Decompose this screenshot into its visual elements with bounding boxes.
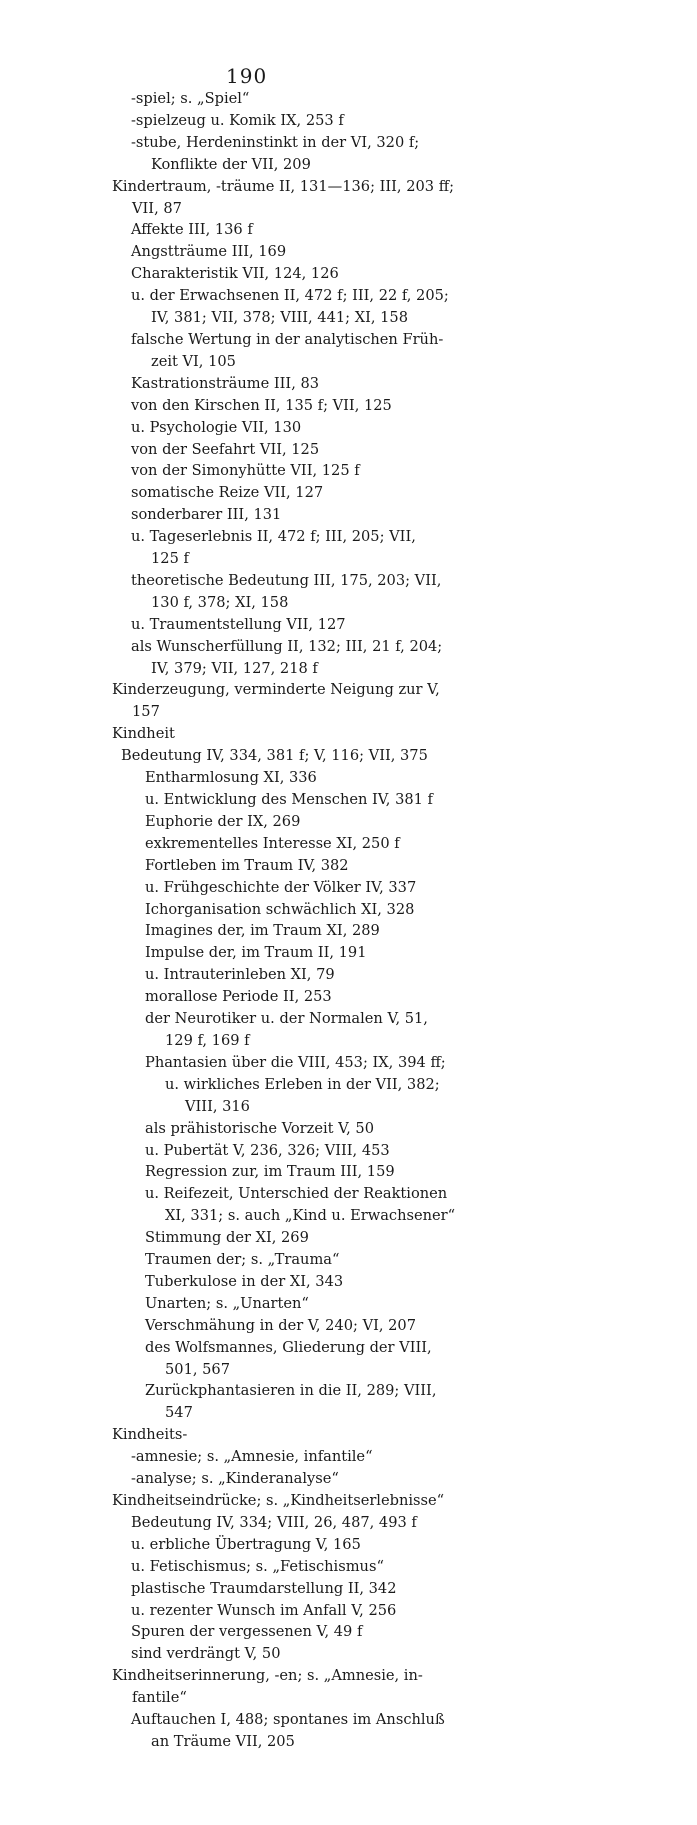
entry-text: als prähistorische Vorzeit V, 50 (145, 1119, 374, 1137)
entry-text: u. Frühgeschichte der Völker IV, 337 (145, 878, 417, 896)
index-entry (145, 1118, 673, 1140)
index-entry (145, 855, 673, 877)
entry-text: morallose Periode II, 253 (145, 988, 332, 1006)
entry-text: Regression zur, im Traum III, 159 (145, 1163, 395, 1181)
entry-text: u. wirkliches Erleben in der VII, 382; (165, 1075, 440, 1093)
index-entry (131, 395, 673, 417)
entry-continuation: 547 (165, 1404, 193, 1422)
entry-text: u. rezenter Wunsch im Anfall V, 256 (131, 1601, 397, 1619)
entry-text: Unarten; s. „Unarten“ (145, 1294, 309, 1312)
index-entry (145, 899, 673, 921)
entry-text: Affekte III, 136 f (131, 221, 253, 239)
entry-continuation: 501, 567 (165, 1360, 230, 1378)
index-entry (145, 789, 673, 811)
entry-text: plastische Traumdarstellung II, 342 (131, 1579, 397, 1597)
index-entry (145, 1161, 673, 1183)
entry-continuation: VII, 87 (132, 199, 182, 217)
entry-text: u. Fetischismus; s. „Fetischismus“ (131, 1557, 384, 1575)
entry-continuation: 157 (132, 703, 160, 721)
entry-text: u. Reifezeit, Unterschied der Reaktionen (145, 1185, 448, 1203)
entry-text: Angstträume III, 169 (131, 243, 287, 261)
index-entry (131, 329, 673, 373)
entry-text: Verschmähung in der V, 240; VI, 207 (145, 1316, 417, 1334)
entry-text: Kastrationsträume III, 83 (131, 374, 320, 392)
index-entry (131, 1468, 673, 1490)
entry-text: Imagines der, im Traum XI, 289 (145, 922, 380, 940)
index-entry (145, 877, 673, 899)
entry-text: -spiel; s. „Spiel“ (131, 90, 250, 107)
index-entry (131, 1556, 673, 1578)
entry-text: Euphorie der IX, 269 (145, 812, 301, 830)
entry-continuation: IV, 381; VII, 378; VIII, 441; XI, 158 (151, 309, 409, 327)
entry-text: u. Tageserlebnis II, 472 f; III, 205; VII, (131, 528, 416, 546)
index-entry (131, 439, 673, 461)
entry-text: u. der Erwachsenen II, 472 f; III, 22 f, 205; (131, 287, 449, 305)
index-entry (112, 1665, 672, 1709)
index-entry (112, 1490, 672, 1512)
index-column (0, 88, 697, 1753)
entry-text: -stube, Herdeninstinkt in der VI, 320 f; (131, 133, 420, 151)
entry-text: Kindertraum, -träume II, 131—136; III, 203 ff; (112, 177, 454, 195)
index-entry (131, 504, 673, 526)
entry-text: u. Entwicklung des Menschen IV, 381 f (145, 791, 433, 808)
entry-text: von der Simonyhütte VII, 125 f (131, 462, 360, 480)
entry-text: u. erbliche Übertragung V, 165 (131, 1535, 361, 1553)
index-entry (131, 636, 673, 680)
index-entry (145, 986, 673, 1008)
index-entry (131, 1512, 673, 1534)
index-entry (145, 1183, 673, 1227)
entry-text: Impulse der, im Traum II, 191 (145, 944, 367, 962)
index-entry (131, 460, 673, 482)
entry-text: Charakteristik VII, 124, 126 (131, 265, 339, 283)
entry-text: Spuren der vergessenen V, 49 f (131, 1623, 363, 1641)
index-entry (131, 1534, 673, 1556)
entry-continuation: fantile“ (132, 1689, 187, 1707)
index-entry (165, 1074, 673, 1118)
page-number: 190 (226, 64, 268, 88)
index-entry (112, 679, 672, 723)
index-entry (131, 1600, 673, 1622)
index-entry (145, 833, 673, 855)
entry-text: Kindheitseindrücke; s. „Kindheitserlebnisse“ (112, 1492, 445, 1509)
entry-text: u. Psychologie VII, 130 (131, 418, 302, 436)
entry-text: von den Kirschen II, 135 f; VII, 125 (131, 396, 392, 414)
index-entry (145, 1008, 673, 1052)
entry-text: u. Pubertät V, 236, 326; VIII, 453 (145, 1141, 390, 1159)
entry-text: sonderbarer III, 131 (131, 506, 282, 524)
entry-text: Phantasien über die VIII, 453; IX, 394 ff; (145, 1053, 446, 1071)
index-entry (145, 1315, 673, 1337)
entry-continuation: Konflikte der VII, 209 (151, 155, 311, 173)
entry-text: exkrementelles Interesse XI, 250 f (145, 834, 400, 852)
entry-text: Zurückphantasieren in die II, 289; VIII, (145, 1382, 437, 1400)
entry-continuation: 130 f, 378; XI, 158 (151, 593, 289, 611)
index-entry (131, 1621, 673, 1643)
index-entry (112, 1424, 672, 1446)
entry-continuation: IV, 379; VII, 127, 218 f (151, 659, 318, 677)
index-entry (131, 570, 673, 614)
entry-text: u. Intrauterinleben XI, 79 (145, 966, 335, 984)
index-entry (131, 1578, 673, 1600)
entry-continuation: 129 f, 169 f (165, 1031, 250, 1049)
entry-continuation: 125 f (151, 550, 189, 568)
entry-text: -amnesie; s. „Amnesie, infantile“ (131, 1448, 373, 1466)
entry-text: Ichorganisation schwächlich XI, 328 (145, 900, 415, 918)
entry-text: Entharmlosung XI, 336 (145, 769, 317, 787)
entry-text: Bedeutung IV, 334, 381 f; V, 116; VII, 375 (121, 747, 428, 765)
index-entry (131, 373, 673, 395)
index-entry (131, 1709, 673, 1753)
entry-text: von der Seefahrt VII, 125 (131, 440, 320, 458)
entry-text: des Wolfsmannes, Gliederung der VIII, (145, 1338, 432, 1356)
index-entry (131, 285, 673, 329)
index-entry (145, 920, 673, 942)
entry-text: Auftauchen I, 488; spontanes im Anschluß (131, 1711, 445, 1729)
index-entry (145, 1140, 673, 1162)
index-entry (145, 942, 673, 964)
entry-text: falsche Wertung in der analytischen Früh- (131, 330, 444, 348)
entry-text: Stimmung der XI, 269 (145, 1229, 309, 1247)
index-entry (131, 417, 673, 439)
entry-text: als Wunscherfüllung II, 132; III, 21 f, 204; (131, 637, 443, 655)
entry-text: Kindheits- (112, 1426, 188, 1444)
index-entry (112, 176, 672, 220)
index-entry (145, 767, 673, 789)
entry-text: u. Traumentstellung VII, 127 (131, 615, 346, 633)
entry-text: Kindheitserinnerung, -en; s. „Amnesie, in- (112, 1667, 423, 1685)
index-entry (131, 1446, 673, 1468)
entry-text: -spielzeug u. Komik IX, 253 f (131, 111, 344, 129)
index-entry (145, 1249, 673, 1271)
index-entry (145, 1337, 673, 1381)
index-entry (131, 526, 673, 570)
index-entry (145, 964, 673, 986)
index-entry (131, 263, 673, 285)
entry-text: sind verdrängt V, 50 (131, 1645, 281, 1663)
index-entry (131, 614, 673, 636)
entry-continuation: VIII, 316 (185, 1097, 250, 1115)
entry-continuation: an Träume VII, 205 (151, 1732, 295, 1750)
entry-text: Bedeutung IV, 334; VIII, 26, 487, 493 f (131, 1513, 417, 1531)
entry-text: der Neurotiker u. der Normalen V, 51, (145, 1010, 428, 1028)
index-entry (145, 1227, 673, 1249)
entry-text: Fortleben im Traum IV, 382 (145, 856, 349, 874)
entry-text: -analyse; s. „Kinderanalyse“ (131, 1470, 339, 1488)
index-entry (121, 745, 673, 767)
index-entry (131, 1643, 673, 1665)
entry-text: Tuberkulose in der XI, 343 (145, 1272, 344, 1290)
entry-text: theoretische Bedeutung III, 175, 203; VII, (131, 571, 442, 589)
index-entry (145, 1380, 673, 1424)
index-entry (131, 482, 673, 504)
index-entry (131, 132, 673, 176)
index-entry (112, 723, 672, 745)
entry-text: Kindheit (112, 725, 175, 743)
index-entry (131, 88, 673, 110)
entry-continuation: XI, 331; s. auch „Kind u. Erwachsener“ (165, 1207, 456, 1225)
entry-continuation: zeit VI, 105 (151, 352, 236, 370)
entry-text: somatische Reize VII, 127 (131, 484, 324, 502)
index-entry (131, 110, 673, 132)
index-entry (145, 811, 673, 833)
index-entry (145, 1052, 673, 1074)
index-entry (131, 219, 673, 241)
index-entry (131, 241, 673, 263)
index-entry (145, 1293, 673, 1315)
entry-text: Kinderzeugung, verminderte Neigung zur V, (112, 681, 440, 699)
index-entry (145, 1271, 673, 1293)
entry-text: Traumen der; s. „Trauma“ (145, 1251, 340, 1269)
